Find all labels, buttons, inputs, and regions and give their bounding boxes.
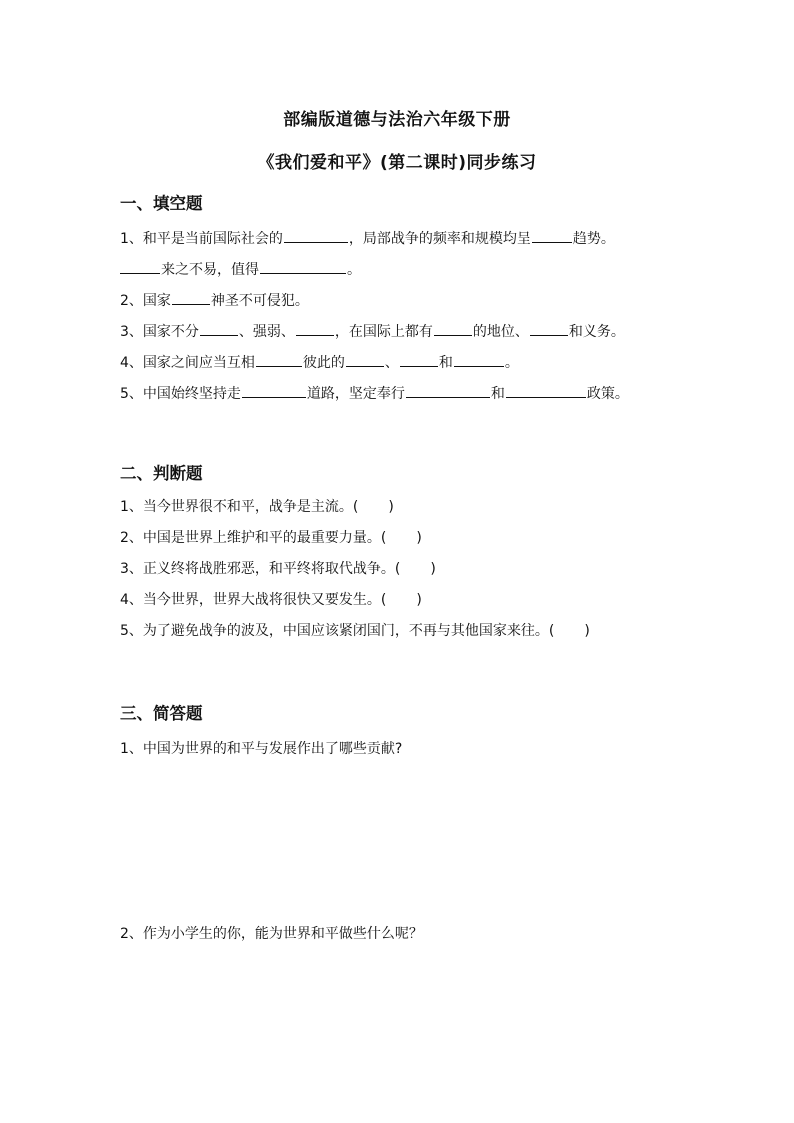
judge-text: 5、为了避免战争的波及，中国应该紧闭国门，不再与其他国家来往。(: [120, 623, 555, 639]
answer-blank[interactable]: [532, 228, 572, 243]
judge-text: 2、中国是世界上维护和平的最重要力量。(: [120, 530, 387, 546]
q1-text-2: ，局部战争的频率和规模均呈: [348, 231, 531, 247]
section-fill-blank-heading: 一、填空题: [120, 194, 203, 213]
close-paren: ): [388, 499, 394, 515]
fill-question-5: [120, 383, 629, 404]
q5-text-4: 政策。: [586, 386, 629, 402]
answer-blank[interactable]: [400, 352, 438, 367]
answer-blank[interactable]: [406, 383, 490, 398]
q1b-text-1: 来之不易，值得: [161, 262, 259, 278]
short-answer-question-2: 2、作为小学生的你，能为世界和平做些什么呢？: [120, 926, 423, 942]
q2-text-2: 神圣不可侵犯。: [210, 293, 309, 309]
section-true-false-heading: 二、判断题: [120, 464, 203, 483]
section-short-answer-heading: 三、简答题: [120, 704, 203, 723]
q2-text-1: 2、国家: [120, 293, 171, 309]
q1-text-3: 趋势。: [572, 231, 615, 247]
answer-blank[interactable]: [346, 352, 384, 367]
q3-text-1: 3、国家不分: [120, 324, 199, 340]
answer-blank[interactable]: [530, 321, 568, 336]
answer-blank[interactable]: [256, 352, 302, 367]
q4-text-2: 彼此的: [302, 355, 345, 371]
judge-question-3: [120, 559, 436, 579]
close-paren: ): [416, 530, 422, 546]
close-paren: ): [584, 623, 590, 639]
fill-question-3: [120, 321, 625, 342]
answer-blank[interactable]: [172, 290, 210, 305]
answer-blank[interactable]: [284, 228, 348, 243]
judge-question-5: [120, 621, 590, 641]
answer-blank[interactable]: [506, 383, 586, 398]
document-subtitle: 《我们爱和平》(第二课时)同步练习: [257, 153, 537, 173]
q1b-text-2: 。: [347, 262, 361, 278]
answer-blank[interactable]: [200, 321, 238, 336]
q5-text-3: 和: [490, 386, 505, 402]
document-title: 部编版道德与法治六年级下册: [283, 110, 511, 130]
q5-text-2: 道路，坚定奉行: [306, 386, 405, 402]
q3-text-3: ，在国际上都有: [334, 324, 433, 340]
answer-blank[interactable]: [454, 352, 504, 367]
q4-text-3: 、: [384, 355, 399, 371]
fill-question-1-cont: [120, 259, 361, 280]
q4-text-1: 4、国家之间应当互相: [120, 355, 255, 371]
q5-text-1: 5、中国始终坚持走: [120, 386, 241, 402]
q4-text-5: 。: [504, 355, 519, 371]
fill-question-1: [120, 228, 615, 249]
answer-blank[interactable]: [260, 259, 346, 274]
judge-question-2: [120, 528, 422, 548]
judge-question-1: [120, 497, 394, 517]
answer-blank[interactable]: [242, 383, 306, 398]
judge-text: 3、正义终将战胜邪恶，和平终将取代战争。(: [120, 561, 401, 577]
q3-text-5: 和义务。: [568, 324, 625, 340]
q4-text-4: 和: [438, 355, 453, 371]
judge-text: 1、当今世界很不和平，战争是主流。(: [120, 499, 359, 515]
q3-text-2: 、强弱、: [238, 324, 295, 340]
answer-blank[interactable]: [434, 321, 472, 336]
q3-text-4: 的地位、: [472, 324, 529, 340]
q1-text-1: 1、和平是当前国际社会的: [120, 231, 283, 247]
short-answer-question-1: 1、中国为世界的和平与发展作出了哪些贡献?: [120, 741, 403, 757]
fill-question-2: [120, 290, 309, 311]
answer-blank[interactable]: [296, 321, 334, 336]
judge-question-4: [120, 590, 422, 610]
close-paren: ): [416, 592, 422, 608]
close-paren: ): [430, 561, 436, 577]
judge-text: 4、当今世界，世界大战将很快又要发生。(: [120, 592, 387, 608]
answer-blank[interactable]: [120, 259, 160, 274]
fill-question-4: [120, 352, 519, 373]
